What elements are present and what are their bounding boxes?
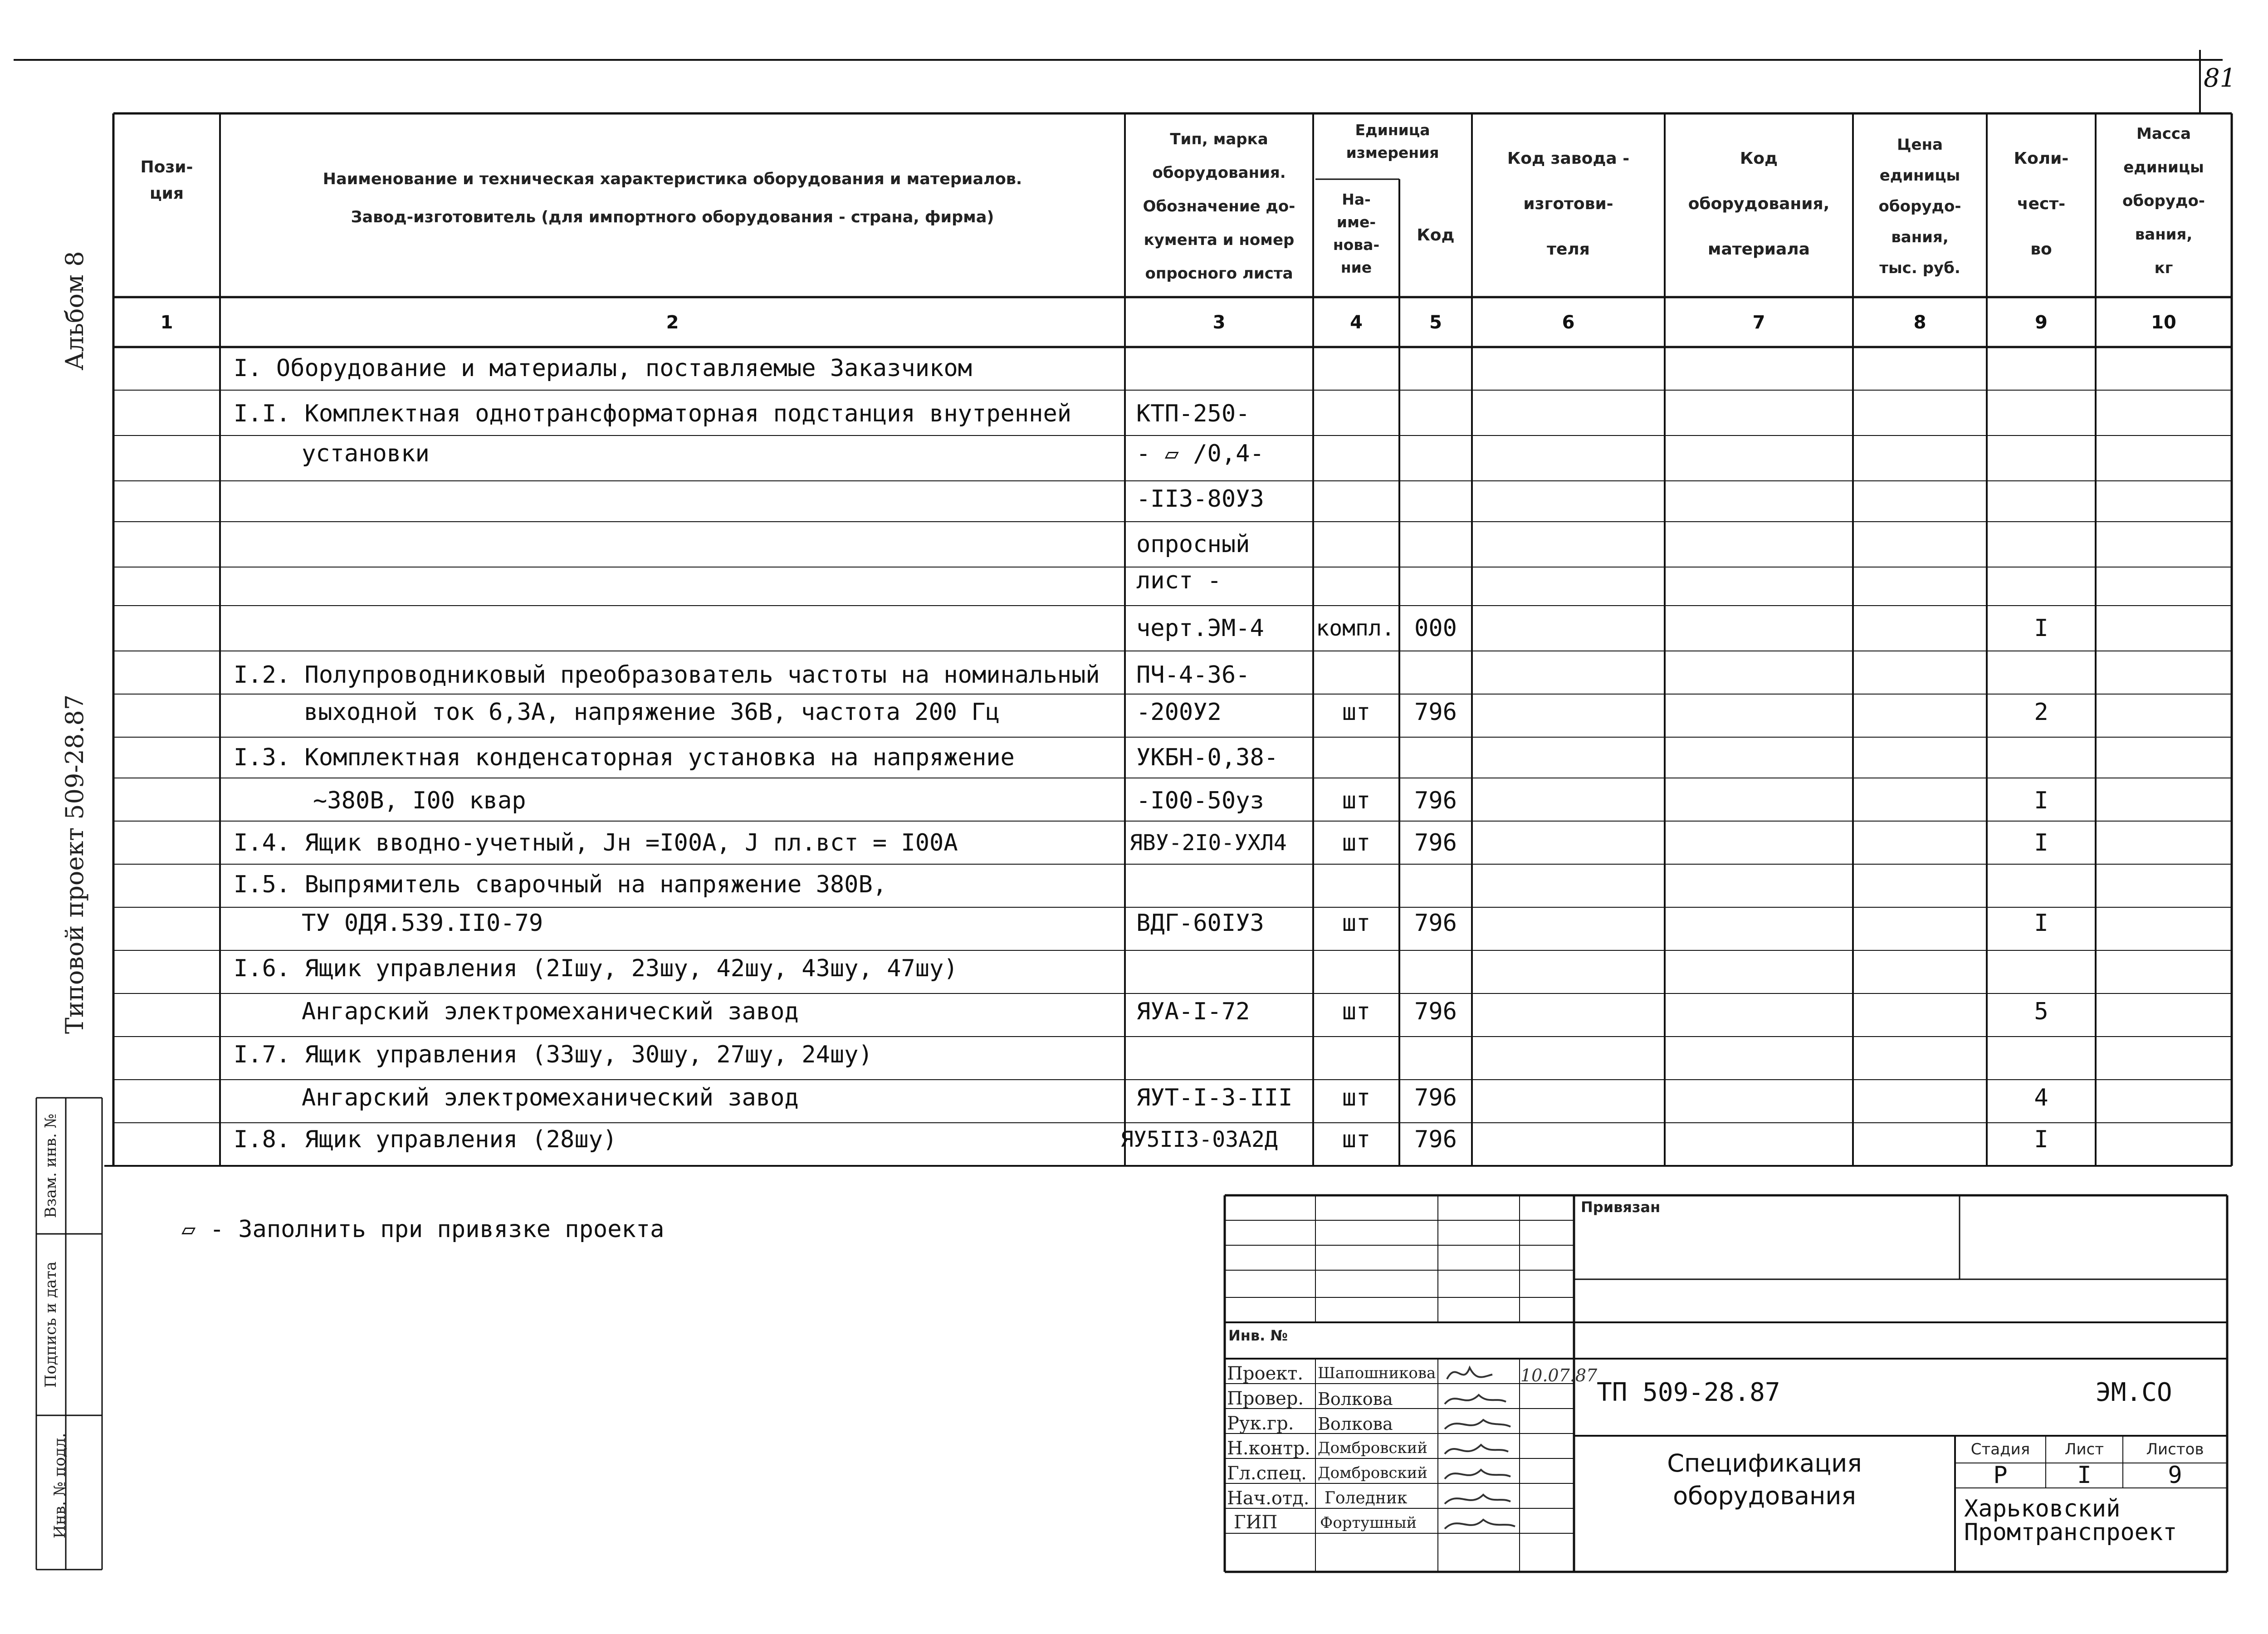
sheet-value: I (2077, 1462, 2092, 1489)
role-chief-engineer: ГИП (1234, 1512, 1278, 1533)
row-type: -200У2 (1136, 699, 1222, 726)
row-code: 796 (1414, 998, 1457, 1025)
row-name: выходной ток 6,3А, напряжение 36В, частота 200 Гц (304, 699, 1000, 726)
header-unit-name: На- име- нова- ние (1333, 191, 1380, 276)
name-chief-engineer: Фортушный (1320, 1514, 1417, 1532)
col-number: 1 (160, 312, 173, 333)
row-type: опросный (1136, 531, 1250, 558)
row-unit: шт (1342, 998, 1371, 1025)
stage-label: Стадия (1970, 1440, 2030, 1458)
row-qty: I (2034, 829, 2048, 856)
signatures (1438, 1359, 1529, 1572)
name-chief-spec: Домбровский (1318, 1464, 1428, 1482)
page-number: 81 (2204, 64, 2236, 93)
row-type: ЯУТ-I-3-III (1136, 1084, 1293, 1111)
header-quantity: Коли- чест- во (2014, 149, 2069, 259)
row-code: 796 (1414, 1084, 1457, 1111)
col-number: 5 (1429, 312, 1442, 333)
row-type: черт.ЭМ-4 (1136, 615, 1264, 642)
col-number: 10 (2151, 312, 2176, 333)
header-mass: Масса единицы оборудо- вания, кг (2122, 125, 2205, 277)
header-unit: Единица измерения (1346, 121, 1439, 161)
name-group-lead: Волкова (1318, 1414, 1393, 1434)
row-type: УКБН-0,38- (1136, 744, 1279, 771)
album-label: Альбом 8 (60, 251, 89, 371)
row-name: ~380В, I00 квар (313, 787, 526, 814)
row-name: I.I. Комплектная однотрансформаторная подстанция внутренней (234, 400, 1072, 427)
role-check: Провер. (1227, 1388, 1304, 1409)
row-type: ЯУА-I-72 (1136, 998, 1250, 1025)
row-unit: шт (1342, 1126, 1371, 1153)
role-chief-spec: Гл.спец. (1227, 1463, 1307, 1484)
header-name: Наименование и техническая характеристика оборудования и материалов. Завод-изготовитель (для импортного оборудования - страна, фирма) (323, 170, 1022, 226)
row-type: ЯВУ-2I0-УХЛ4 (1129, 830, 1287, 856)
sheets-value: 9 (2168, 1462, 2182, 1489)
sign-date: 10.07.87 (1520, 1365, 1598, 1385)
row-qty: 5 (2034, 998, 2048, 1025)
project-label: Типовой проект 509-28.87 (60, 694, 89, 1034)
doc-title: Спецификация оборудования (1667, 1449, 1862, 1510)
row-code: 796 (1414, 829, 1457, 856)
row-unit: компл. (1316, 616, 1395, 641)
inv-label: Инв. № (1228, 1327, 1288, 1344)
name-project: Шапошникова (1318, 1364, 1436, 1382)
row-name: I.4. Ящик вводно-учетный, Jн =I00А, J пл.вст = I00А (234, 829, 958, 856)
row-type: - ▱ /0,4- (1136, 440, 1264, 467)
header-position: Пози- ция (140, 158, 193, 203)
row-code: 796 (1414, 910, 1457, 937)
binding-note: ▱ - Заполнить при привязке проекта (181, 1216, 665, 1243)
col-number: 4 (1350, 312, 1363, 333)
col-number: 7 (1752, 312, 1765, 333)
header-factory-code: Код завода - изготови- теля (1507, 149, 1630, 259)
attached-label: Привязан (1581, 1199, 1661, 1216)
header-equipment-code: Код оборудования, материала (1688, 149, 1830, 259)
role-norm-control: Н.контр. (1227, 1438, 1310, 1459)
row-code: 000 (1414, 615, 1457, 642)
row-qty: 4 (2034, 1084, 2048, 1111)
role-project: Проект. (1227, 1363, 1304, 1384)
row-name: I.7. Ящик управления (33шу, 30шу, 27шу, 24шу) (234, 1041, 873, 1068)
row-unit: шт (1342, 787, 1371, 814)
row-name: I.2. Полупроводниковый преобразователь частоты на номинальный (234, 661, 1100, 689)
row-name: установки (302, 440, 430, 467)
col-number: 9 (2035, 312, 2048, 333)
row-type: -II3-80У3 (1136, 485, 1264, 513)
stamp-vzam-inv: Взам. инв. № (42, 1113, 60, 1218)
stage-value: Р (1993, 1462, 2008, 1489)
row-code: 796 (1414, 787, 1457, 814)
row-name: I.8. Ящик управления (28шу) (234, 1126, 617, 1153)
col-number: 2 (666, 312, 679, 333)
row-name: I.3. Комплектная конденсаторная установка на напряжение (234, 744, 1015, 771)
row-unit: шт (1342, 1084, 1371, 1111)
row-qty: I (2034, 910, 2048, 937)
row-code: 796 (1414, 1126, 1457, 1153)
organization: Харьковский Промтранспроект (1964, 1495, 2177, 1546)
row-name: Ангарский электромеханический завод (302, 998, 799, 1025)
row-qty: I (2034, 1126, 2048, 1153)
row-name: I. Оборудование и материалы, поставляемые Заказчиком (234, 355, 972, 382)
stamp-inv-podl: Инв. № подл. (51, 1433, 69, 1539)
header-type: Тип, марка оборудования. Обозначение до- кумента и номер опросного листа (1143, 130, 1295, 283)
row-type: ВДГ-60IУ3 (1136, 910, 1264, 937)
sheets-label: Листов (2146, 1440, 2204, 1458)
stamp-signature-date: Подпись и дата (42, 1261, 60, 1388)
row-qty: I (2034, 615, 2048, 642)
name-dept-head: Голедник (1325, 1489, 1408, 1507)
doc-code: ТП 509-28.87 (1597, 1378, 1780, 1407)
row-type: -I00-50уз (1136, 787, 1264, 814)
row-name: Ангарский электромеханический завод (302, 1084, 799, 1111)
role-dept-head: Нач.отд. (1227, 1488, 1310, 1509)
col-number: 6 (1562, 312, 1575, 333)
row-type: ЯУ5II3-03А2Д (1120, 1127, 1278, 1152)
row-type: КТП-250- (1136, 400, 1250, 427)
name-check: Волкова (1318, 1389, 1393, 1409)
row-unit: шт (1342, 829, 1371, 856)
row-qty: I (2034, 787, 2048, 814)
row-type: лист - (1136, 567, 1222, 594)
row-name: ТУ 0ДЯ.539.II0-79 (302, 910, 543, 937)
name-norm-control: Домбровский (1318, 1439, 1428, 1457)
row-unit: шт (1342, 910, 1371, 937)
row-unit: шт (1342, 699, 1371, 726)
header-price: Цена единицы оборудо- вания, тыс. руб. (1878, 136, 1961, 277)
role-group-lead: Рук.гр. (1227, 1413, 1294, 1434)
row-name: I.6. Ящик управления (2Iшу, 23шу, 42шу, 43шу, 47шу) (234, 955, 958, 982)
col-number: 8 (1913, 312, 1926, 333)
header-unit-code: Код (1417, 226, 1455, 245)
sheet-code: ЭМ.СО (2096, 1378, 2172, 1407)
row-code: 796 (1414, 699, 1457, 726)
row-name: I.5. Выпрямитель сварочный на напряжение 380В, (234, 871, 887, 898)
row-qty: 2 (2034, 699, 2048, 726)
col-number: 3 (1212, 312, 1226, 333)
row-type: ПЧ-4-36- (1136, 661, 1250, 689)
sheet-label: Лист (2064, 1440, 2104, 1458)
